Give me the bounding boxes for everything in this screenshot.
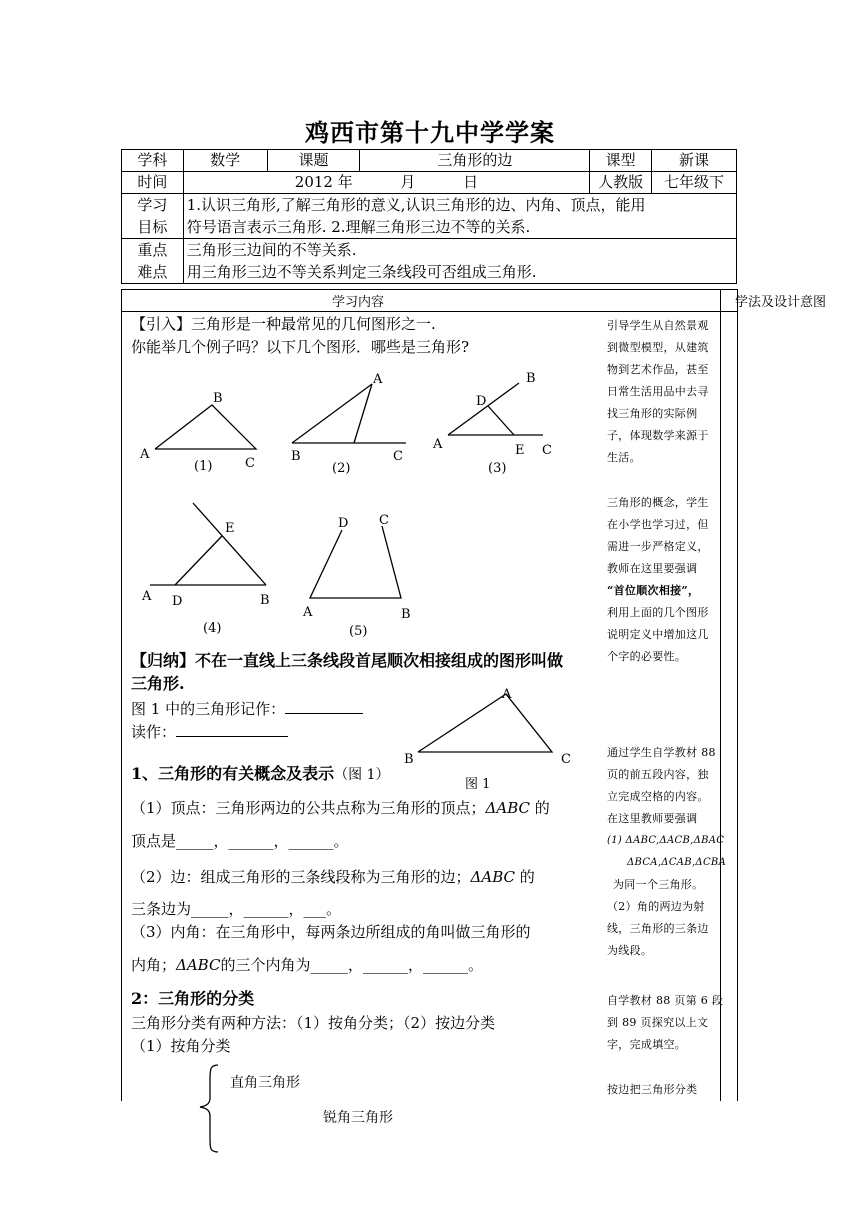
figures-svg: [121, 360, 599, 650]
section1-heading: 1、三角形的有关概念及表示（图 1）: [131, 764, 390, 783]
figure-1-caption: 图 1: [465, 777, 491, 792]
brace-icon: [196, 1062, 226, 1156]
fig3-label-C: C: [542, 443, 552, 458]
note-3: 通过学生自学教材 88 页的前五段内容，独 立完成空格的内容。 在这里教师要强调 (1) ΔABC,ΔACB,ΔBAC ΔBCA,ΔCAB,ΔCBA 为同一个三角形。 （2）角的两边为射 线，三角形的三条边 为线段。: [607, 746, 727, 957]
note-2: 三角形的概念，学生 在小学也学习过，但 需进一步严格定义， 教师在这里要强调 “首位顺次相接”， 利用上面的几个图形 说明定义中增加这几 个字的必要性。: [607, 496, 709, 663]
fig2-label-B: B: [291, 449, 301, 464]
classify-by-angle: （1）按角分类: [131, 1037, 231, 1055]
summary-line: 【归纳】不在一直线上三条线段首尾顺次相接组成的图形叫做: [131, 651, 564, 670]
fig1-caption: (1): [194, 459, 213, 474]
note-1: 引导学生从自然景观 到微型模型，从建筑 物到艺术作品，甚至 日常生活用品中去寻 找三角形的实际例 子，体现数学来源于 生活。: [607, 319, 709, 464]
fig4-label-D: D: [172, 594, 183, 609]
read-blank[interactable]: [176, 722, 288, 737]
fig1-label-B: B: [213, 391, 223, 406]
right-triangle-label: 直角三角形: [230, 1075, 300, 1091]
edition-value: 人教版: [590, 172, 652, 194]
fig2-label-C: C: [393, 449, 403, 464]
grade-value: 七年级下: [652, 172, 737, 194]
fig1-label-A: A: [140, 447, 150, 462]
fig-main-label-B: B: [404, 752, 414, 767]
angle-blank-line[interactable]: 内角；ΔABC的三个内角为_____，______，______。: [131, 956, 483, 974]
fig5-label-B: B: [401, 607, 411, 622]
fig3-label-A: A: [433, 437, 443, 452]
fig5-label-D: D: [338, 516, 349, 531]
intro-line2: 你能举几个例子吗？以下几个图形．哪些是三角形?: [131, 338, 470, 356]
subject-label: 学科: [122, 150, 184, 172]
subject-value: 数学: [183, 150, 267, 172]
intro-line1: 【引入】三角形是一种最常见的几何图形之一.: [131, 315, 436, 333]
note-4: 自学教材 88 页第 6 段 到 89 页探究以上文 字，完成填空。: [607, 994, 724, 1051]
figure-1-svg: [400, 682, 580, 792]
key-point: 三角形三边间的不等关系.: [186, 241, 357, 259]
topic-label: 课题: [267, 150, 360, 172]
goals-label: 学习 目标: [122, 194, 184, 239]
side-blank[interactable]: 三条边为_____，______，___。: [131, 900, 342, 918]
acute-triangle-label: 锐角三角形: [323, 1110, 393, 1126]
topic-value: 三角形的边: [360, 150, 590, 172]
fig3-label-D: D: [476, 394, 487, 409]
fig3-caption: (3): [488, 461, 507, 476]
read-line: 读作：: [131, 721, 288, 743]
key-text: [183, 239, 736, 284]
fig4-label-E: E: [225, 521, 235, 536]
column-head-content: 学习内容: [332, 295, 385, 310]
difficulty: 用三角形三边不等关系判定三条线段可否组成三角形.: [186, 263, 537, 281]
side-line: （2）边：组成三角形的三条线段称为三角形的边；ΔABC 的: [131, 868, 535, 886]
fig-main-label-C: C: [561, 752, 571, 767]
note-5: 按边把三角形分类: [607, 1083, 698, 1096]
section2-heading: 2：三角形的分类: [131, 989, 255, 1008]
fig4-label-A: A: [142, 589, 152, 604]
angle-line: （3）内角：在三角形中，每两条边所组成的角叫做三角形的: [131, 923, 531, 941]
vertex-line: （1）顶点：三角形两边的公共点称为三角形的顶点；ΔABC 的: [131, 799, 550, 817]
header-table: [121, 149, 737, 284]
type-label: 课型: [590, 150, 652, 172]
fig5-label-A: A: [303, 605, 313, 620]
notation-line: 图 1 中的三角形记作：: [131, 698, 363, 720]
fig2-label-A: A: [373, 372, 383, 387]
fig2-caption: (2): [332, 461, 351, 476]
goals-text: 1.认识三角形,了解三角形的意义,认识三角形的边、内角、顶点，能用 符号语言表示三角形. 2.理解三角形三边不等的关系.: [183, 194, 736, 239]
fig1-triangle: [155, 405, 256, 449]
summary-line2: 三角形.: [131, 674, 185, 693]
vertex-blank[interactable]: 顶点是_____，______，______。: [131, 832, 349, 850]
fig3-label-E: E: [515, 443, 525, 458]
page-title: 鸡西市第十九中学学案: [305, 119, 555, 147]
fig4-caption: (4): [203, 621, 222, 636]
date-value: 2012 年 月 日: [183, 172, 590, 194]
notation-blank[interactable]: [285, 699, 363, 714]
fig4-label-B: B: [260, 593, 270, 608]
column-head-notes: 学法及设计意图: [735, 295, 827, 310]
time-label: 时间: [122, 172, 184, 194]
key-label: 重点 难点: [122, 239, 184, 284]
fig-main-label-A: A: [502, 687, 512, 702]
fig3-label-B: B: [526, 371, 536, 386]
fig5-label-C: C: [379, 513, 389, 528]
classification-methods: 三角形分类有两种方法：（1）按角分类；（2）按边分类: [131, 1014, 496, 1032]
fig1-label-C: C: [245, 456, 255, 471]
fig5-caption: (5): [349, 624, 368, 639]
type-value: 新课: [652, 150, 737, 172]
